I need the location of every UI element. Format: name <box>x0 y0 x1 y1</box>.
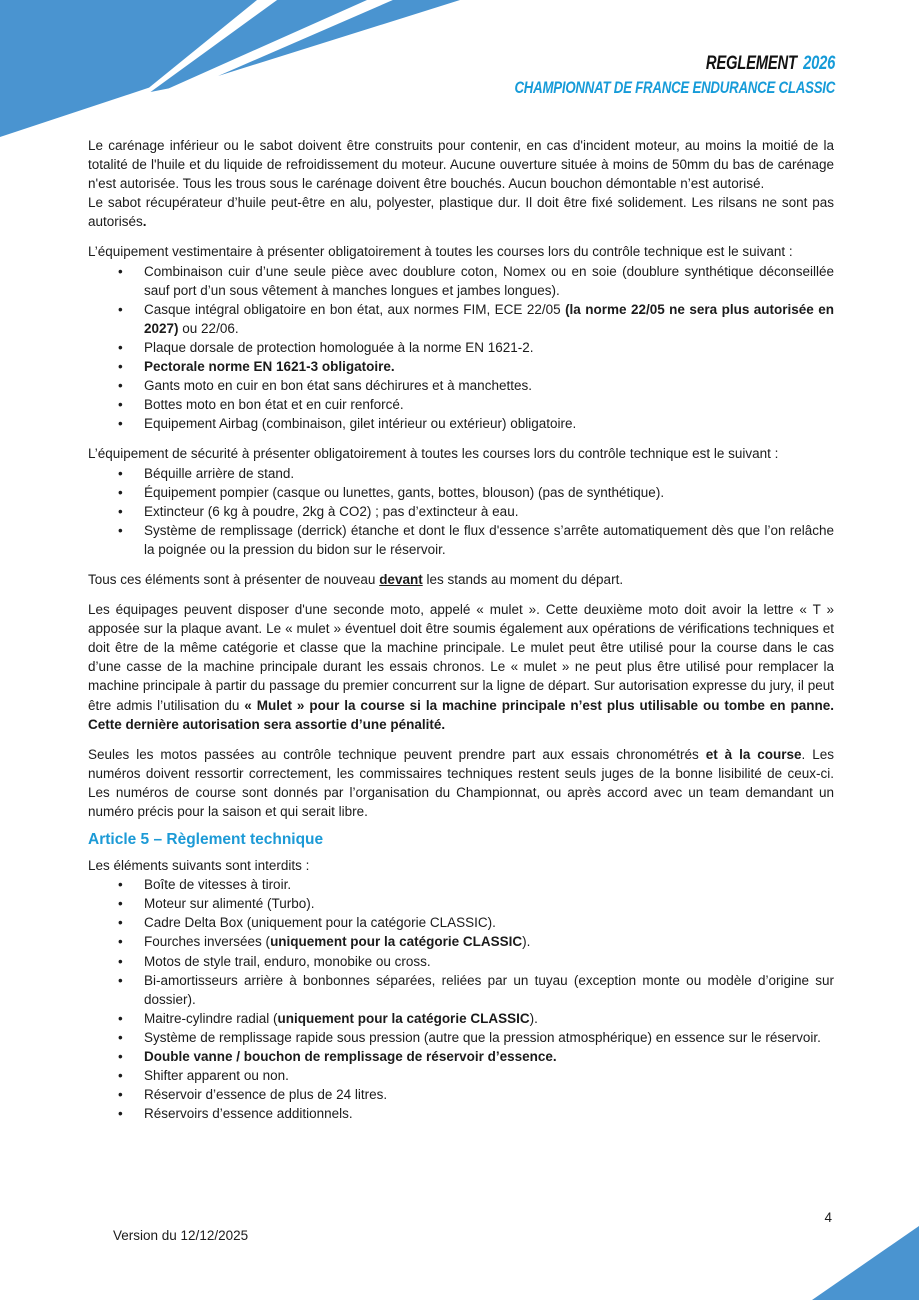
list-item <box>88 262 834 300</box>
bullet-icon: • <box>118 339 123 355</box>
bullet-icon: • <box>118 359 123 375</box>
paragraph <box>88 193 834 231</box>
list-item-text <box>144 357 834 376</box>
bullet-icon: • <box>118 1087 123 1103</box>
text-segment: ). <box>529 1010 538 1026</box>
text-segment: Double vanne / bouchon de remplissage de réservoir d’essence. <box>144 1049 557 1065</box>
bullet-icon: • <box>118 1106 123 1122</box>
text-segment: Fourches inversées ( <box>144 934 271 950</box>
paragraph <box>88 856 834 875</box>
text-segment: Moteur sur alimenté (Turbo). <box>144 896 315 912</box>
text-segment: Béquille arrière de stand. <box>144 465 295 481</box>
bullet-icon: • <box>118 465 123 481</box>
paragraph-spacer <box>88 734 834 745</box>
document-body <box>88 136 834 1123</box>
text-segment: Les équipages peuvent disposer d'une seconde moto, appelé « mulet ». Cette deuxième moto doit avoir la lettre « T » apposée sur la plaque avant. Le « mulet » éventuel doit être soumis également aux opérations de vérifications techniques et doit être de la même catégorie et classe que la machine principale. Le mulet peut être utilisé pour la course dans le cas d’une casse de la machine principale durant les essais chronos. Le « mulet » ne peut plus être utilisé pour remplacer la machine principale à partir du passage du premier concurrent sur la ligne de départ. Sur autorisation expresse du jury, il peut être admis l’utilisation du <box>88 602 834 713</box>
bullet-icon: • <box>118 263 123 279</box>
list-item-text <box>144 1104 834 1123</box>
text-segment: Système de remplissage (derrick) étanche et dont le flux d'essence s’arrête automatiquement dès que l’on relâche la poignée ou la pression du bidon sur le réservoir. <box>144 522 834 557</box>
version-label: Version du 12/12/2025 <box>113 1228 249 1243</box>
list-item-text <box>144 338 834 357</box>
text-segment: Extincteur (6 kg à poudre, 2kg à CO2) ; pas d’extincteur à eau. <box>144 503 519 519</box>
list-item <box>88 1085 834 1104</box>
list-item-text <box>144 414 834 433</box>
bullet-icon: • <box>118 1010 123 1026</box>
corner-triangle-decoration <box>812 1226 919 1300</box>
text-segment: Cadre Delta Box (uniquement pour la catégorie CLASSIC). <box>144 915 496 931</box>
bullet-icon: • <box>118 877 123 893</box>
bullet-icon: • <box>118 896 123 912</box>
bullet-icon: • <box>118 416 123 432</box>
text-segment: L’équipement de sécurité à présenter obligatoirement à toutes les courses lors du contrôle technique est le suivant : <box>88 446 779 462</box>
document-subtitle: CHAMPIONNAT DE FRANCE ENDURANCE CLASSIC <box>514 78 835 97</box>
list-item-text <box>144 971 834 1009</box>
text-segment: « Mulet » pour la course si la machine principale n’est plus utilisable ou tombe en panne. Cette dernière autorisation sera assortie d’une pénalité. <box>88 697 834 732</box>
text-segment: Shifter apparent ou non. <box>144 1068 289 1084</box>
text-segment: Casque intégral obligatoire en bon état, aux normes FIM, ECE 22/05 <box>144 301 566 317</box>
page-number: 4 <box>824 1210 832 1225</box>
text-segment: . <box>142 214 147 230</box>
text-segment: Gants moto en cuir en bon état sans déchirures et à manchettes. <box>144 378 532 394</box>
bullet-icon: • <box>118 301 123 317</box>
text-segment: Le carénage inférieur ou le sabot doivent être construits pour contenir, en cas d'incident moteur, au moins la moitié de la totalité de l'huile et du liquide de refroidissement du moteur. Aucune ouverture située à moins de 50mm du bas de carénage n'est autorisée. Tous les trous sous le carénage doivent être bouchés. Aucun bouchon démontable n’est autorisé. <box>88 138 834 192</box>
list-item <box>88 395 834 414</box>
list-item-text <box>144 1009 834 1028</box>
list-item-text <box>144 1047 834 1066</box>
text-segment: Motos de style trail, enduro, monobike ou cross. <box>144 953 431 969</box>
bullet-list <box>88 262 834 434</box>
text-segment: Equipement Airbag (combinaison, gilet intérieur ou extérieur) obligatoire. <box>144 416 577 432</box>
text-segment: Les éléments suivants sont interdits : <box>88 858 310 874</box>
list-item-text <box>144 1066 834 1085</box>
list-item-text <box>144 894 834 913</box>
text-segment: . Les numéros doivent ressortir correctement, les commissaires techniques restent seuls juges de la bonne lisibilité de ceux-ci. Les numéros de course sont donnés par l’organisation du Championnat, ou après accord avec un team demandant un numéro précis pour la saison et qui serait libre. <box>88 746 834 819</box>
list-item-text <box>144 395 834 414</box>
list-item-text <box>144 521 834 559</box>
text-segment: Bi-amortisseurs arrière à bonbonnes séparées, reliées par un tuyau (exception monte ou modèle d’origine sur dossier). <box>144 972 834 1007</box>
text-segment: (la norme 22/05 ne sera plus autorisée en 2027) <box>144 301 834 336</box>
paragraph-spacer <box>88 589 834 600</box>
text-segment: uniquement pour la catégorie CLASSIC <box>277 1010 530 1026</box>
list-item-text <box>144 376 834 395</box>
bullet-icon: • <box>118 484 123 500</box>
text-segment: ou 22/06. <box>178 320 239 336</box>
text-segment: les stands au moment du départ. <box>422 571 624 587</box>
paragraph-spacer <box>88 559 834 570</box>
list-item <box>88 894 834 913</box>
list-item <box>88 913 834 932</box>
document-header <box>514 53 835 98</box>
list-item <box>88 464 834 483</box>
bullet-list <box>88 464 834 559</box>
list-item-text <box>144 952 834 971</box>
text-segment: uniquement pour la catégorie CLASSIC <box>270 934 523 950</box>
text-segment: Plaque dorsale de protection homologuée à la norme EN 1621-2. <box>144 339 534 355</box>
bullet-icon: • <box>118 503 123 519</box>
list-item-text <box>144 1028 834 1047</box>
text-segment: Tous ces éléments sont à présenter de nouveau <box>88 571 380 587</box>
list-item <box>88 502 834 521</box>
text-segment: Seules les motos passées au contrôle technique peuvent prendre part aux essais chronométrés <box>88 746 706 762</box>
section-heading: Article 5 – Règlement technique <box>88 831 324 849</box>
list-item <box>88 521 834 559</box>
list-item-text <box>144 300 834 338</box>
bullet-icon: • <box>118 1068 123 1084</box>
paragraph-spacer <box>88 231 834 242</box>
list-item <box>88 1104 834 1123</box>
text-segment: Réservoir d’essence de plus de 24 litres. <box>144 1087 388 1103</box>
paragraph <box>88 570 834 589</box>
list-item-text <box>144 875 834 894</box>
document-title-text: REGLEMENT <box>705 53 797 74</box>
paragraph <box>88 745 834 821</box>
paragraph <box>88 600 834 734</box>
bullet-icon: • <box>118 934 123 950</box>
text-segment: Le sabot récupérateur d’huile peut-être en alu, polyester, plastique dur. Il doit être fixé solidement. Les rilsans ne sont pas autorisés <box>88 195 834 230</box>
header-swoosh-stripe-main <box>0 0 257 137</box>
bullet-icon: • <box>118 397 123 413</box>
bullet-icon: • <box>118 972 123 988</box>
text-segment: Combinaison cuir d’une seule pièce avec doublure coton, Nomex ou en soie (doublure synthétique déconseillée sauf port d’un sous vêtement à manches longues et jambes longues). <box>144 263 834 298</box>
document-title-year: 2026 <box>802 53 835 74</box>
paragraph-spacer <box>88 433 834 444</box>
text-segment: Équipement pompier (casque ou lunettes, gants, bottes, blouson) (pas de synthétique). <box>144 484 665 500</box>
list-item <box>88 483 834 502</box>
list-item <box>88 338 834 357</box>
bullet-icon: • <box>118 1049 123 1065</box>
list-item <box>88 1009 834 1028</box>
list-item <box>88 932 834 951</box>
text-segment: Système de remplissage rapide sous pression (autre que la pression atmosphérique) en essence sur le réservoir. <box>144 1029 821 1045</box>
list-item-text <box>144 913 834 932</box>
list-item <box>88 300 834 338</box>
list-item <box>88 971 834 1009</box>
text-segment: ). <box>522 934 531 950</box>
list-item <box>88 376 834 395</box>
list-item-text <box>144 1085 834 1104</box>
text-segment: et à la course <box>705 746 802 762</box>
list-item <box>88 357 834 376</box>
bullet-icon: • <box>118 378 123 394</box>
bullet-icon: • <box>118 915 123 931</box>
list-item-text <box>144 932 834 951</box>
list-item-text <box>144 502 834 521</box>
list-item <box>88 952 834 971</box>
list-item-text <box>144 262 834 300</box>
bullet-icon: • <box>118 953 123 969</box>
text-segment: Bottes moto en bon état et en cuir renforcé. <box>144 397 404 413</box>
list-item <box>88 1066 834 1085</box>
bullet-icon: • <box>118 1029 123 1045</box>
bullet-list <box>88 875 834 1123</box>
text-segment: Pectorale norme EN 1621-3 obligatoire. <box>144 359 395 375</box>
bullet-icon: • <box>118 522 123 538</box>
text-segment: Réservoirs d’essence additionnels. <box>144 1106 353 1122</box>
list-item <box>88 414 834 433</box>
list-item-text <box>144 483 834 502</box>
paragraph <box>88 444 834 463</box>
paragraph <box>88 242 834 261</box>
list-item <box>88 875 834 894</box>
paragraph <box>88 136 834 193</box>
list-item-text <box>144 464 834 483</box>
list-item <box>88 1047 834 1066</box>
text-segment: L’équipement vestimentaire à présenter obligatoirement à toutes les courses lors du contrôle technique est le suivant : <box>88 244 793 260</box>
text-segment: Maitre-cylindre radial ( <box>144 1010 278 1026</box>
text-segment: Boîte de vitesses à tiroir. <box>144 877 292 893</box>
document-title <box>514 53 835 75</box>
list-item <box>88 1028 834 1047</box>
text-segment: devant <box>379 571 423 587</box>
